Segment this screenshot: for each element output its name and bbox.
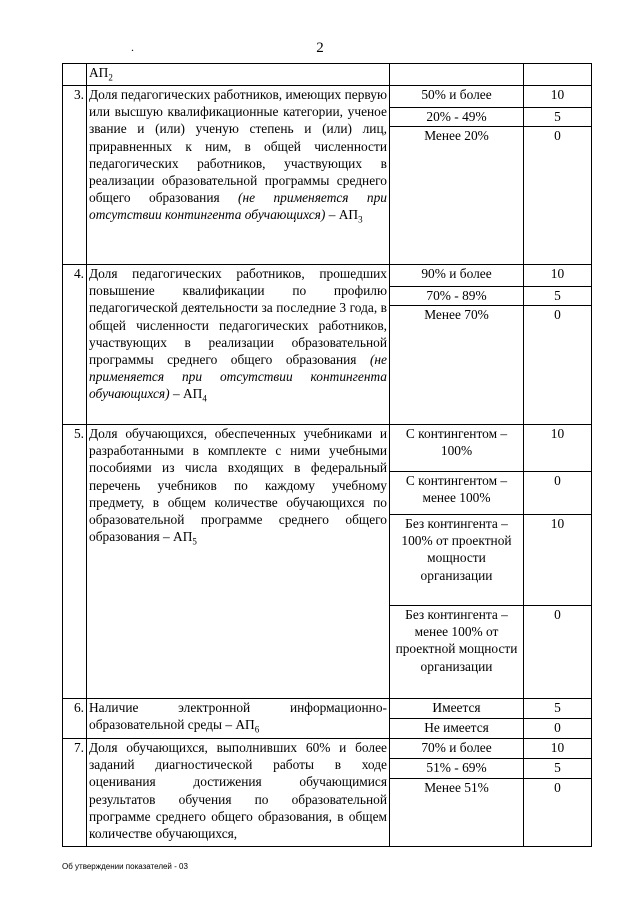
table-row xyxy=(63,699,592,719)
criterion-cell: 51% - 69% xyxy=(390,759,524,779)
criterion-cell: 70% - 89% xyxy=(390,287,524,306)
description-note: (не применяется при отсутствии контингента обучающихся) xyxy=(89,190,388,223)
row-number: 5. xyxy=(63,425,87,699)
criterion-cell: С контингентом – менее 100% xyxy=(390,472,524,515)
indicator-code-index: 4 xyxy=(202,394,207,405)
points-cell: 10 xyxy=(524,425,592,472)
points-cell: 5 xyxy=(524,759,592,779)
table-row xyxy=(63,86,592,108)
page-mark: . xyxy=(131,40,134,54)
row-number: 6. xyxy=(63,699,87,739)
row-number: 3. xyxy=(63,86,87,265)
points-cell: 0 xyxy=(524,127,592,265)
description-suffix: – АП xyxy=(169,386,203,402)
document-footer: Об утверждении показателей - 03 xyxy=(62,862,188,871)
points-cell: 5 xyxy=(524,699,592,719)
description-text: Доля педагогических работников, прошедших повышение квалификации по профилю педагогической деятельности за последние 3 года, в общей численности педагогических работников, участвующих в реализации образовательной программы среднего общего образования xyxy=(89,266,387,368)
description-text: Доля обучающихся, обеспеченных учебниками и разработанными в комплекте с ними учебными пособиями из числа входящих в федеральный перечень учебников по каждому учебному предмету, в общем количестве обучающихся по образовательной программе среднего общего образования – АП xyxy=(89,426,387,545)
indicator-description xyxy=(87,425,390,699)
criterion-cell: Без контингента – менее 100% от проектной мощности организации xyxy=(390,606,524,699)
description-text: Наличие электронной информационно-образовательной среды – АП xyxy=(89,700,387,733)
table-row xyxy=(63,739,592,759)
points-cell: 0 xyxy=(524,472,592,515)
points-cell: 10 xyxy=(524,515,592,606)
indicator-description xyxy=(87,739,390,847)
description-text: Доля педагогических работников, имеющих первую или высшую квалификационные категории, ученое звание и (или) ученую степень и (или) лиц, приравненных к ним, в общей численности педагогических работников, участвующих в реализации образовательной программы среднего общего образования xyxy=(89,87,387,206)
criterion-cell: Менее 51% xyxy=(390,779,524,847)
criterion-cell: 70% и более xyxy=(390,739,524,759)
criterion-cell: 20% - 49% xyxy=(390,108,524,127)
criterion-cell: 90% и более xyxy=(390,265,524,287)
points-cell: 10 xyxy=(524,86,592,108)
indicators-table xyxy=(62,63,592,847)
criterion-cell: 50% и более xyxy=(390,86,524,108)
points-cell: 10 xyxy=(524,265,592,287)
criterion-cell: Менее 70% xyxy=(390,306,524,425)
indicator-description xyxy=(87,86,390,265)
table-row xyxy=(63,265,592,287)
row-number: 4. xyxy=(63,265,87,425)
criterion-cell: Без контингента – 100% от проектной мощности организации xyxy=(390,515,524,606)
points-cell: 0 xyxy=(524,606,592,699)
description-text: Доля обучающихся, выполнивших 60% и более заданий диагностической работы в ходе оценивания достижения обучающимися результатов обучения по образовательной программе среднего общего образования, в общем количестве обучающихся, xyxy=(89,740,387,842)
indicator-description: $АП_2$ xyxy=(87,64,390,86)
criterion-cell: Менее 20% xyxy=(390,127,524,265)
row-number xyxy=(63,64,87,86)
indicator-description xyxy=(87,265,390,425)
description-note: (не применяется при отсутствии контингента обучающихся) xyxy=(89,352,387,402)
indicator-code-index: 6 xyxy=(254,724,260,735)
criterion-cell xyxy=(390,64,524,86)
indicator-code-index: 5 xyxy=(192,536,197,547)
description-suffix: – АП xyxy=(325,207,359,223)
points-cell: 5 xyxy=(524,108,592,127)
table-row xyxy=(63,64,592,86)
points-cell: 10 xyxy=(524,739,592,759)
points-cell: 0 xyxy=(524,306,592,425)
indicator-code-index: 3 xyxy=(358,215,363,226)
criterion-cell: Не имеется xyxy=(390,719,524,739)
page-number: 2 xyxy=(316,40,324,56)
criterion-cell: Имеется xyxy=(390,699,524,719)
row-number: 7. xyxy=(63,739,87,847)
criterion-cell: С контингентом – 100% xyxy=(390,425,524,472)
points-cell: 0 xyxy=(524,779,592,847)
table-row xyxy=(63,425,592,472)
indicator-description xyxy=(87,699,390,739)
points-cell: 0 xyxy=(524,719,592,739)
points-cell: 5 xyxy=(524,287,592,306)
points-cell xyxy=(524,64,592,86)
